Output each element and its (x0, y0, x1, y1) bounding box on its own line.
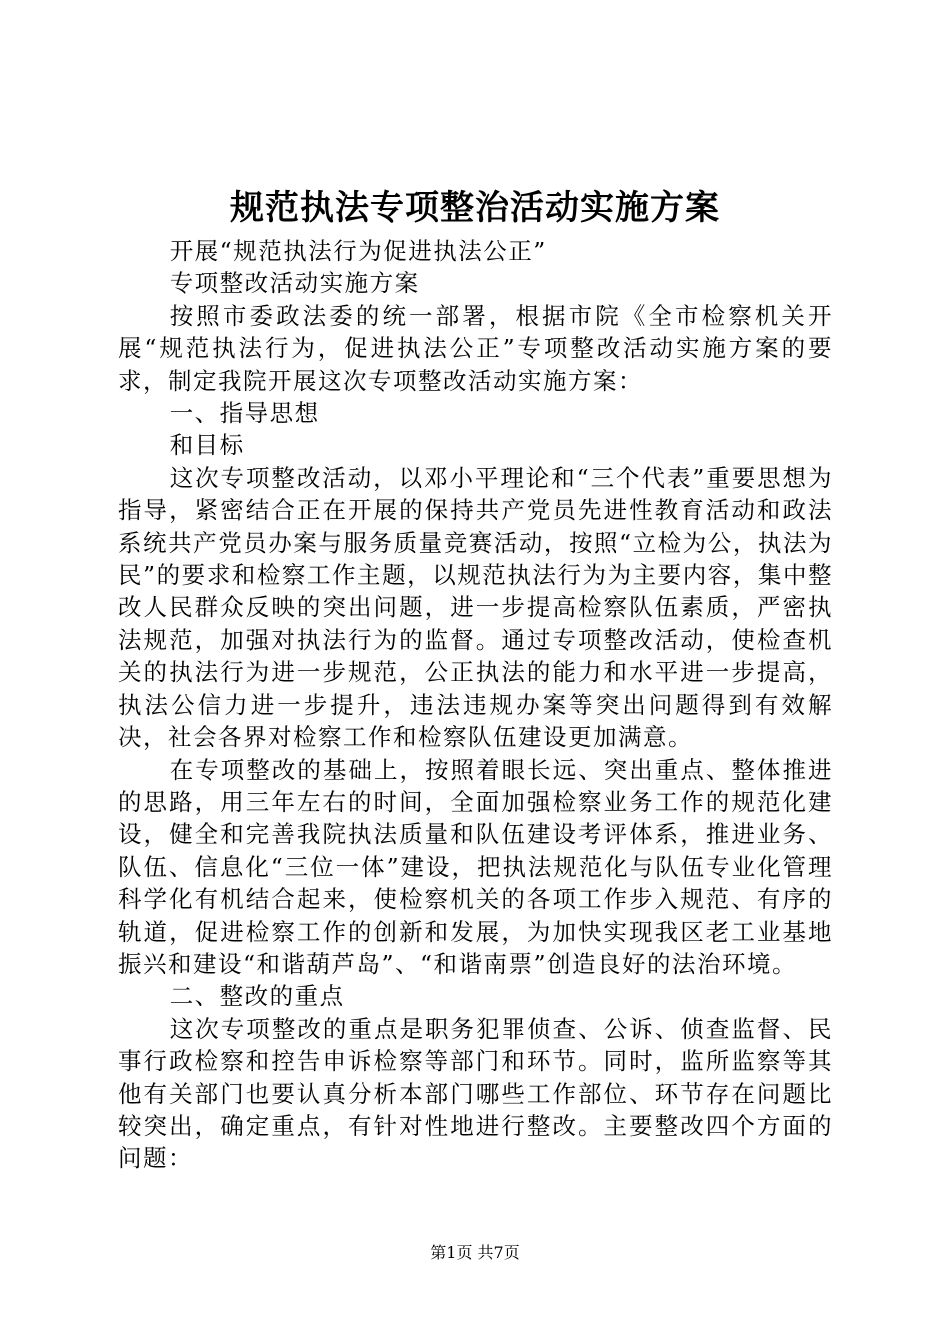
paragraph: 开展“规范执法行为促进执法公正” (169, 237, 547, 265)
document-body (118, 235, 833, 1175)
paragraph: 专项整改活动实施方案 (169, 269, 420, 298)
section-heading: 一、指导思想 (169, 399, 320, 428)
paragraph: 和目标 (169, 431, 245, 460)
paragraph: 按照市委政法委的统一部署，根据市院《全市检察机关开展“规范执法行为，促进执法公正”专项整改活动实施方案的要求，制定我院开展这次专项整改活动实施方案： (118, 301, 833, 395)
document-title: 规范执法专项整治活动实施方案 (230, 188, 720, 228)
section-heading: 二、整改的重点 (169, 982, 345, 1011)
paragraph: 在专项整改的基础上，按照着眼长远、突出重点、整体推进的思路，用三年左右的时间，全面加强检察业务工作的规范化建设，健全和完善我院执法质量和队伍建设考评体系，推进业务、队伍、信息化“三位一体”建设，把执法规范化与队伍专业化管理科学化有机结合起来，使检察机关的各项工作步入规范、有序的轨道，促进检察工作的创新和发展，为加快实现我区老工业基地振兴和建设“和谐葫芦岛”、“和谐南票”创造良好的法治环境。 (118, 755, 833, 978)
paragraph: 这次专项整改活动，以邓小平理论和“三个代表”重要思想为指导，紧密结合正在开展的保持共产党员先进性教育活动和政法系统共产党员办案与服务质量竞赛活动，按照“立检为公，执法为民”的要求和检察工作主题，以规范执法行为为主要内容，集中整改人民群众反映的突出问题，进一步提高检察队伍素质，严密执法规范，加强对执法行为的监督。通过专项整改活动，使检查机关的执法行为进一步规范，公正执法的能力和水平进一步提高，执法公信力进一步提升，违法违规办案等突出问题得到有效解决，社会各界对检察工作和检察队伍建设更加满意。 (118, 463, 833, 752)
page-footer: 第1页 共7页 (430, 1243, 520, 1262)
paragraph: 这次专项整改的重点是职务犯罪侦查、公诉、侦查监督、民事行政检察和控告申诉检察等部门和环节。同时，监所监察等其他有关部门也要认真分析本部门哪些工作部位、环节存在问题比较突出，确定重点，有针对性地进行整改。主要整改四个方面的问题： (118, 1014, 833, 1173)
